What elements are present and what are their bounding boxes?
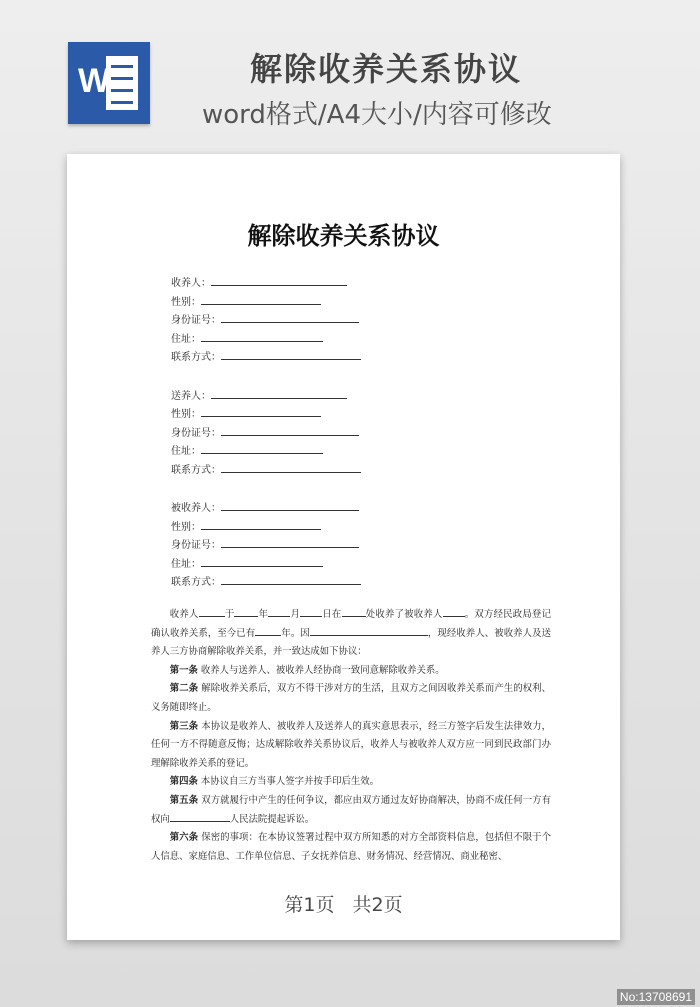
field-label: 性别：: [171, 521, 201, 533]
fill-in-line: [221, 501, 359, 511]
fill-in-line: [201, 332, 323, 342]
form-field: [171, 311, 361, 330]
party-group: [171, 274, 361, 367]
image-id-watermark: No:13708691: [617, 989, 695, 1005]
field-label: 身份证号：: [171, 427, 221, 439]
fill-in-line: [221, 463, 361, 473]
fill-in-line: [201, 557, 323, 567]
form-field: [171, 555, 361, 574]
field-label: 收养人：: [171, 278, 211, 289]
fill-in-line: [201, 520, 321, 530]
document-page: [67, 154, 620, 940]
word-icon-letter: W: [78, 62, 111, 100]
word-document-icon: [68, 42, 150, 124]
fill-in-line: [201, 444, 323, 454]
fill-in-line: [201, 295, 321, 305]
field-label: 住址：: [171, 446, 201, 457]
field-label: 联系方式：: [171, 577, 221, 588]
page-counter: [67, 890, 620, 917]
field-label: 联系方式：: [171, 464, 221, 476]
page-number: 第1页: [284, 894, 335, 916]
party-group: [171, 499, 361, 592]
form-field: [171, 461, 361, 480]
field-label: 性别：: [171, 296, 201, 308]
fill-in-line: [221, 313, 359, 323]
document-title: 解除收养关系协议: [247, 221, 440, 250]
field-label: 性别：: [171, 409, 201, 420]
fill-in-line: [211, 389, 347, 399]
article-4: 第四条 本协议自三方当事人签字并按手印后生效。: [169, 776, 380, 788]
form-field: [171, 424, 361, 443]
article-5: 第五条 双方就履行中产生的任何争议，都应由双方通过友好协商解决，协商不成任何一方有权向 人民法院提起诉讼。: [151, 794, 551, 825]
form-field: [171, 442, 361, 461]
field-label: 住址：: [171, 333, 201, 345]
party-fields: [171, 274, 361, 612]
form-field: [171, 405, 361, 424]
article-3: 第三条 本协议是收养人、被收养人及送养人的真实意思表示，经三方签字后发生法律效力，任何一方不得随意反悔；达成解除收养关系协议后，收养人与被收养人双方应一同到民政部门办理解除收养关系的登记。: [151, 720, 551, 769]
form-field: [171, 499, 361, 518]
form-field: [171, 293, 361, 312]
article-2: 第二条 解除收养关系后，双方不得干涉对方的生活，且双方之间因收养关系而产生的权利、义务随即终止。: [151, 683, 551, 713]
form-field: [171, 387, 361, 406]
field-label: 身份证号：: [171, 315, 221, 326]
form-field: [171, 348, 361, 367]
field-label: 住址：: [171, 558, 201, 570]
form-field: [171, 536, 361, 555]
banner-subtitle: word格式/A4大小/内容可修改: [202, 100, 552, 130]
page-total: 共2页: [352, 894, 403, 916]
banner-title: 解除收养关系协议: [250, 50, 523, 88]
field-label: 被收养人：: [171, 503, 221, 514]
form-field: [171, 274, 361, 293]
header: [0, 0, 700, 150]
form-field: [171, 518, 361, 537]
fill-in-line: [221, 426, 359, 436]
field-label: 送养人：: [171, 390, 211, 402]
fill-in-line: [211, 276, 347, 286]
party-group: [171, 387, 361, 480]
intro-paragraph: 收养人 于 年 月 日在 处收养了被收养人 。双方经民政局登记确认收养关系，至今已有 年。因 ，现经收养人、被收养人及送养人三方协商解除收养关系，并一致达成如下协议：: [151, 609, 551, 658]
field-label: 联系方式：: [171, 352, 221, 363]
fill-in-line: [221, 575, 361, 585]
article-1: 第一条 收养人与送养人、被收养人经协商一致同意解除收养关系。: [169, 664, 445, 676]
fill-in-line: [221, 350, 361, 360]
field-label: 身份证号：: [171, 540, 221, 551]
fill-in-line: [221, 538, 359, 548]
agreement-body: [151, 606, 551, 866]
form-field: [171, 330, 361, 349]
form-field: [171, 573, 361, 592]
fill-in-line: [201, 407, 321, 417]
article-6: 第六条 保密的事项：在本协议签署过程中双方所知悉的对方全部资料信息，包括但不限于个人信息、家庭信息、工作单位信息、子女抚养信息、财务情况、经营情况、商业秘密、: [151, 832, 551, 862]
